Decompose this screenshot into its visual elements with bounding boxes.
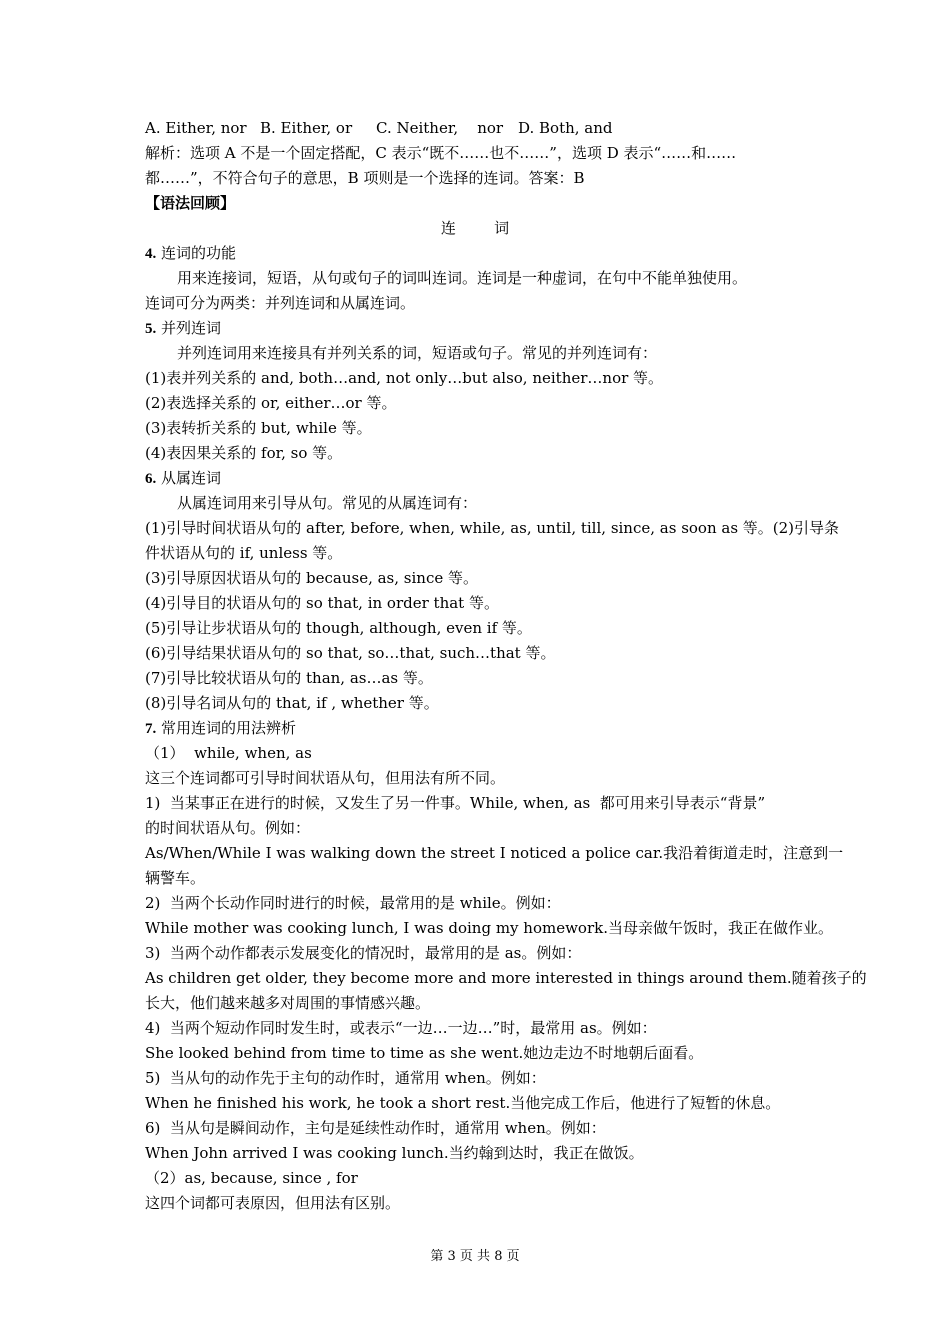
option-d: D. Both, and <box>518 119 613 137</box>
heading-4-title: 连词的功能 <box>161 244 237 262</box>
s6-item: (4)引导目的状语从句的 so that, in order that 等。 <box>145 594 499 612</box>
option-b: B. Either, or <box>260 119 353 137</box>
s7-line: 这四个词都可表原因，但用法有区别。 <box>145 1194 401 1212</box>
s7-line: （1） while, when, as <box>145 744 312 762</box>
heading-6-number: 6. <box>145 471 157 487</box>
s6-item: (5)引导让步状语从句的 though, although, even if 等。 <box>145 619 532 637</box>
s5-item: (2)表选择关系的 or, either…or 等。 <box>145 394 397 412</box>
heading-6 <box>145 468 815 489</box>
page-footer: 第 3 页 共 8 页 <box>430 1249 520 1264</box>
s5-item: (1)表并列关系的 and, both…and, not only…but also, neither…nor 等。 <box>145 369 664 387</box>
s7-line: When he finished his work, he took a short rest.当他完成工作后，他进行了短暂的休息。 <box>145 1094 781 1112</box>
s7-line: As/When/While I was walking down the street I noticed a police car.我沿着街道走时，注意到一 <box>145 844 844 862</box>
s7-line: 这三个连词都可引导时间状语从句，但用法有所不同。 <box>145 769 506 787</box>
heading-5-title: 并列连词 <box>161 319 222 337</box>
heading-7 <box>145 718 815 739</box>
s4-paragraph-1: 用来连接词，短语，从句或句子的词叫连词。连词是一种虚词，在句中不能单独使用。 <box>177 269 748 287</box>
answer-options <box>145 118 815 138</box>
s7-line: When John arrived I was cooking lunch.当约翰到达时，我正在做饭。 <box>145 1144 644 1162</box>
s6-item: (6)引导结果状语从句的 so that, so…that, such…that 等。 <box>145 644 556 662</box>
heading-4 <box>145 243 815 264</box>
s7-line: 6) 当从句是瞬间动作，主句是延续性动作时，通常用 when。例如： <box>145 1119 606 1137</box>
option-c: C. Neither, nor <box>376 119 504 137</box>
s6-item: (7)引导比较状语从句的 than, as…as 等。 <box>145 669 433 687</box>
s7-line: She looked behind from time to time as she went.她边走边不时地朝后面看。 <box>145 1044 704 1062</box>
s6-item: (8)引导名词从句的 that, if , whether 等。 <box>145 694 439 712</box>
s5-item: (4)表因果关系的 for, so 等。 <box>145 444 343 462</box>
s7-line: 的时间状语从句。例如： <box>145 819 311 837</box>
s7-line: 辆警车。 <box>145 869 206 887</box>
heading-7-title: 常用连词的用法辨析 <box>161 719 297 737</box>
analysis-line-1: 解析：选项 A 不是一个固定搭配，C 表示“既不……也不……”，选项 D 表示“……和…… <box>145 144 737 162</box>
s7-line: 4) 当两个短动作同时发生时，或表示“一边…一边…”时，最常用 as。例如： <box>145 1019 657 1037</box>
s7-line: 长大，他们越来越多对周围的事情感兴趣。 <box>145 994 431 1012</box>
s5-intro: 并列连词用来连接具有并列关系的词，短语或句子。常见的并列连词有： <box>177 344 658 362</box>
s6-intro: 从属连词用来引导从句。常见的从属连词有： <box>177 494 478 512</box>
s6-item: (1)引导时间状语从句的 after, before, when, while, as, until, till, since, as soon as 等。(2)引导条 <box>145 519 840 537</box>
section-title: 连 词 <box>440 219 510 237</box>
heading-5 <box>145 318 815 339</box>
s7-line: 1) 当某事正在进行的时候，又发生了另一件事。While, when, as 都可用来引导表示“背景” <box>145 794 766 812</box>
heading-4-number: 4. <box>145 246 157 262</box>
s6-item: 件状语从句的 if, unless 等。 <box>145 544 343 562</box>
heading-6-title: 从属连词 <box>161 469 222 487</box>
grammar-review-header: 【语法回顾】 <box>145 194 236 212</box>
s5-item: (3)表转折关系的 but, while 等。 <box>145 419 372 437</box>
s7-line: 2) 当两个长动作同时进行的时候，最常用的是 while。例如： <box>145 894 561 912</box>
heading-5-number: 5. <box>145 321 157 337</box>
s7-line: While mother was cooking lunch, I was doing my homework.当母亲做午饭时，我正在做作业。 <box>145 919 833 937</box>
s7-line: As children get older, they become more and more interested in things around them.随着孩子的 <box>145 969 867 987</box>
s7-line: （2）as, because, since , for <box>145 1169 358 1187</box>
heading-7-number: 7. <box>145 721 157 737</box>
s6-item: (3)引导原因状语从句的 because, as, since 等。 <box>145 569 478 587</box>
s4-paragraph-2: 连词可分为两类：并列连词和从属连词。 <box>145 294 416 312</box>
s7-line: 3) 当两个动作都表示发展变化的情况时，最常用的是 as。例如： <box>145 944 582 962</box>
option-a: A. Either, nor <box>145 119 247 137</box>
s7-line: 5) 当从句的动作先于主句的动作时，通常用 when。例如： <box>145 1069 546 1087</box>
analysis-line-2: 都……”，不符合句子的意思，B 项则是一个选择的连词。答案：B <box>145 169 585 187</box>
